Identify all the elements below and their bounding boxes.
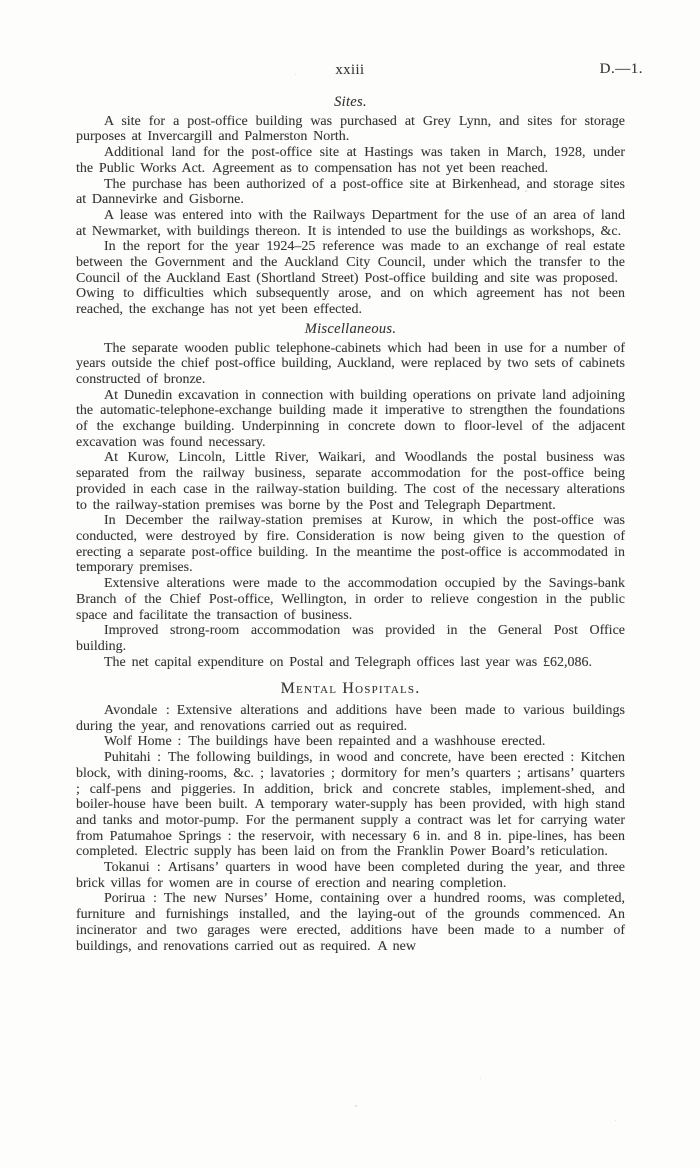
paragraph: Extensive alterations were made to the accommodation occupied by the Savings-bank Branch of the Chief Post-office, Wellington, in order to relieve congestion in the public space and facilitate the transaction of business.	[76, 576, 625, 623]
paragraph: In the report for the year 1924–25 reference was made to an exchange of real estate between the Government and the Auckland City Council, under which the transfer to the Council of the Auckland East (Shortland Street) Post-office building and site was proposed. Owing to difficulties which subsequently arose, and on which agreement has not been reached, the exchange has not yet been effected.	[76, 239, 625, 318]
paragraph: At Dunedin excavation in connection with building operations on private land adjoining the automatic-telephone-exchange building made it imperative to strengthen the foundations of the exchange building. Underpinning in concrete down to floor-level of the adjacent excavation was found necessary.	[76, 387, 625, 450]
paragraph: In December the railway-station premises at Kurow, in which the post-office was conducted, were destroyed by fire. Consideration is now being given to the question of erecting a separate post-office building. In the meantime the post-office is accommodated in temporary premises.	[76, 513, 625, 576]
section-miscellaneous	[76, 322, 625, 670]
section-heading-miscellaneous: Miscellaneous.	[304, 320, 397, 337]
page-content	[76, 91, 625, 954]
paragraph: Wolf Home : The buildings have been repainted and a washhouse erected.	[104, 734, 546, 750]
scan-speck	[525, 190, 527, 192]
paragraph: A site for a post-office building was purchased at Grey Lynn, and sites for storage purposes at Invercargill and Palmerston North.	[76, 113, 625, 145]
paragraph: Avondale : Extensive alterations and additions have been made to various buildings during the year, and renovations carried out as required.	[76, 703, 625, 734]
scan-speck	[295, 74, 296, 75]
paragraph: Improved strong-room accommodation was provided in the General Post Office building.	[76, 623, 625, 654]
paragraph: The net capital expenditure on Postal and Telegraph offices last year was £62,086.	[104, 654, 592, 670]
section-heading-mental-hospitals: Mental Hospitals.	[280, 680, 421, 698]
page-number: xxiii	[335, 62, 365, 78]
paragraph: A lease was entered into with the Railways Department for the use of an area of land at Newmarket, with buildings thereon. It is intended to use the buildings as workshops, &c.	[76, 207, 625, 239]
section-sites	[76, 95, 625, 318]
paragraph: The separate wooden public telephone-cabinets which had been in use for a number of years outside the chief post-office building, Auckland, were replaced by two sets of cabinets constructed of bronze.	[76, 340, 625, 387]
paragraph: Additional land for the post-office site at Hastings was taken in March, 1928, under the Public Works Act. Agreement as to compensation has not yet been reached.	[76, 145, 625, 176]
section-mental-hospitals	[76, 681, 625, 954]
scan-speck	[355, 1105, 357, 1107]
scan-speck	[615, 1120, 616, 1121]
scan-speck	[480, 1078, 481, 1079]
page-header	[0, 62, 700, 80]
paragraph: At Kurow, Lincoln, Little River, Waikari, and Woodlands the postal business was separated from the railway business, separate accommodation for the post-office being provided in each case in the railway-station building. The cost of the necessary alterations to the railway-station premises was borne by the Post and Telegraph Department.	[76, 450, 625, 513]
paragraph: Porirua : The new Nurses’ Home, containing over a hundred rooms, was completed, furniture and furnishings installed, and the laying-out of the grounds commenced. An incinerator and two garages were erected, additions have been made to a number of buildings, and renovations carried out as required. A new	[76, 891, 625, 954]
paragraph: The purchase has been authorized of a post-office site at Birkenhead, and storage sites at Dannevirke and Gisborne.	[76, 176, 625, 208]
paragraph: Tokanui : Artisans’ quarters in wood have been completed during the year, and three brick villas for women are in course of erection and nearing completion.	[76, 860, 625, 891]
document-reference: D.—1.	[599, 61, 643, 77]
paragraph: Puhitahi : The following buildings, in wood and concrete, have been erected : Kitchen block, with dining-rooms, &c. ; lavatories ; dormitory for men’s quarters ; artisans’ quarters ; calf-pens and piggeries. In addition, brick and concrete stables, implement-shed, and boiler-house have been built. A temporary water-supply has been provided, with high stand and tanks and motor-pump. For the permanent supply a contract was let for carrying water from Patumahoe Springs : the reservoir, with necessary 6 in. and 8 in. pipe-lines, has been completed. Electric supply has been laid on from the Franklin Power Board’s reticulation.	[76, 750, 625, 860]
section-heading-sites: Sites.	[334, 94, 367, 110]
